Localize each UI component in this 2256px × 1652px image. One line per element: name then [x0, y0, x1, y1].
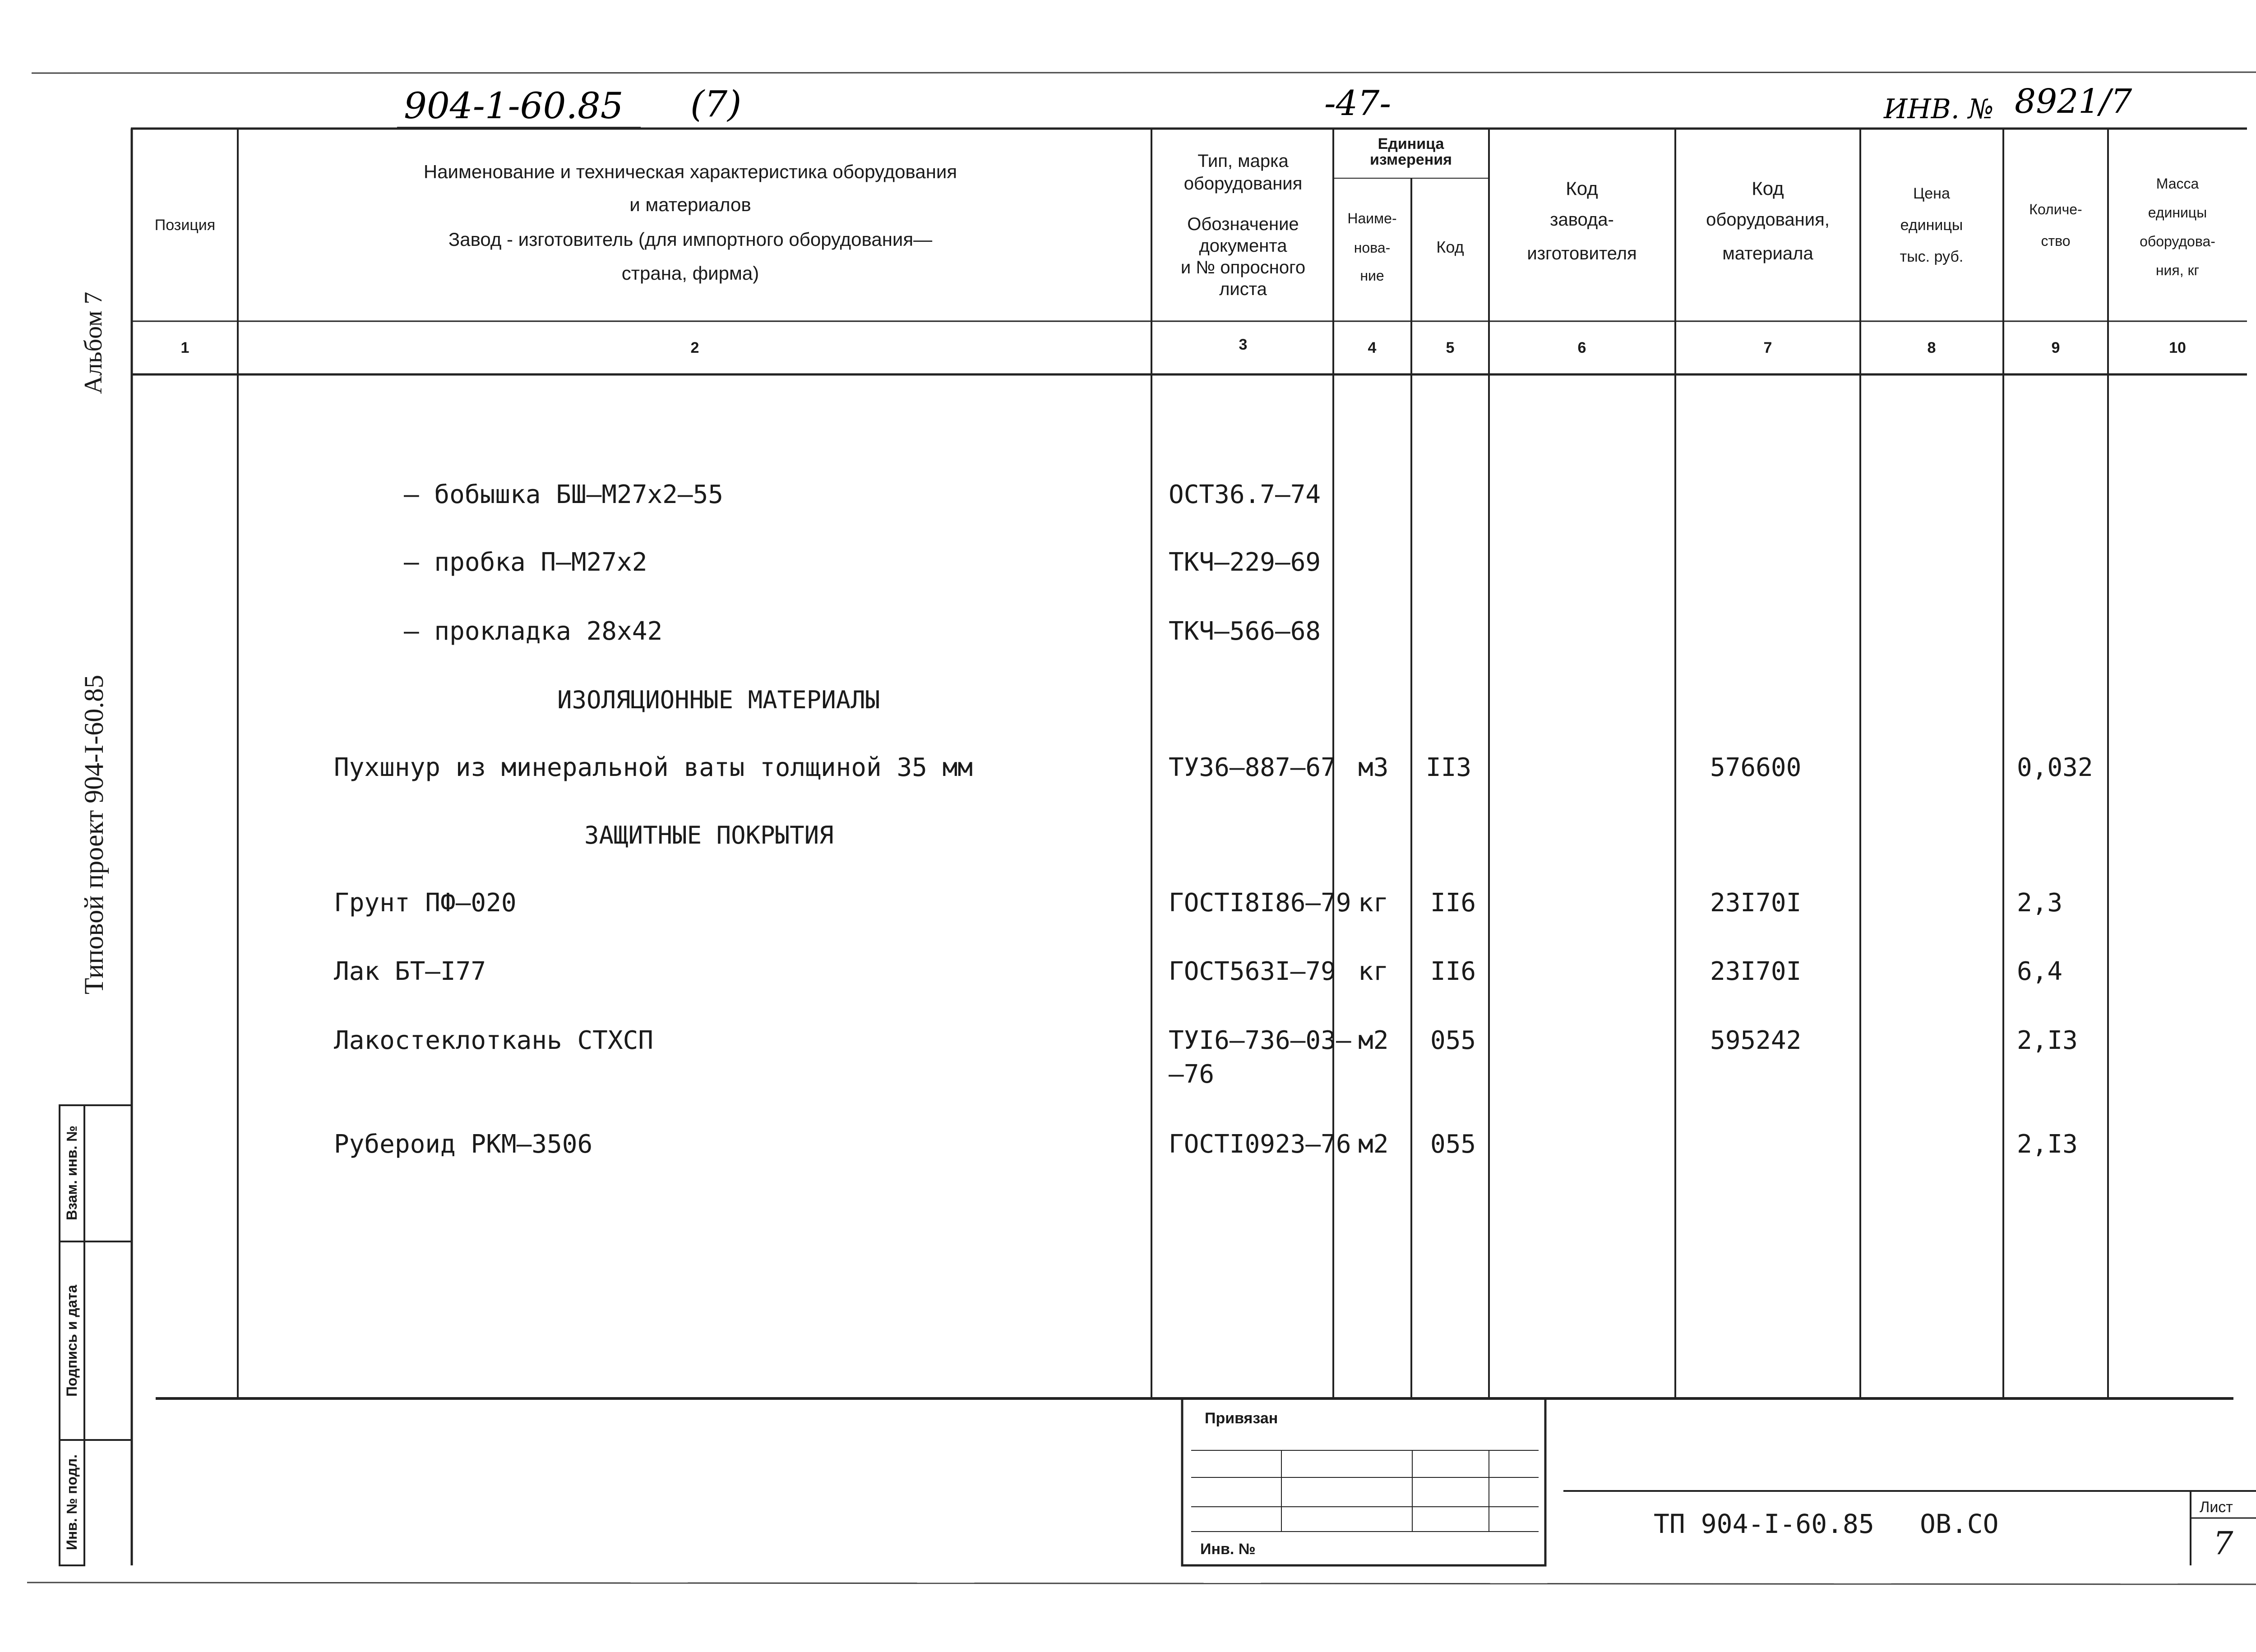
header-col-2-line3: Завод - изготовитель (для импортного оборудования—	[448, 229, 933, 250]
top-annotations	[397, 82, 2132, 127]
column-number-3: 3	[1239, 336, 1248, 353]
row-3-doc: ТКЧ–566–68	[1169, 617, 1321, 646]
left-margin	[79, 292, 109, 995]
row-7-qty: 2,3	[2017, 888, 2063, 918]
row-10-doc: ГОСТI0923–76	[1169, 1130, 1351, 1159]
document-designation: ТП 904-I-60.85	[1654, 1509, 1874, 1539]
section-heading-coatings: ЗАЩИТНЫЕ ПОКРЫТИЯ	[584, 821, 834, 849]
table-row	[404, 548, 1321, 577]
header-col-1: Позиция	[154, 217, 216, 234]
header-col-5: Код	[1436, 238, 1464, 256]
row-3-name: – прокладка 28х42	[404, 617, 663, 646]
row-10-qty: 2,I3	[2017, 1130, 2078, 1159]
row-7-doc: ГОСТI8I86–79	[1169, 888, 1351, 918]
title-block-text	[1200, 1410, 2233, 1562]
table-row	[334, 753, 2093, 782]
sheet-label: Лист	[2200, 1499, 2233, 1516]
header-col-10-line2: единицы	[2148, 204, 2207, 221]
header-col-10-line4: ния, кг	[2155, 262, 2200, 278]
table-row	[404, 617, 1321, 646]
header-col-6-line3: изготовителя	[1527, 244, 1637, 263]
header-col-10-line1: Масса	[2156, 175, 2199, 192]
sheet-number: 7	[2213, 1525, 2233, 1562]
stamp-label-replace-inv: Взам. инв. №	[64, 1126, 80, 1220]
header-unit-group-line1: Единица	[1378, 135, 1444, 152]
column-number-8: 8	[1927, 339, 1936, 356]
drawing-number: 904-1-60.85	[404, 85, 624, 127]
header-col-3-line3: Обозначение	[1187, 214, 1299, 234]
row-9-doc: ТУI6–736–03–	[1169, 1026, 1351, 1055]
row-5-doc: ТУ36–887–67	[1169, 753, 1336, 782]
row-2-doc: ТКЧ–229–69	[1169, 548, 1321, 577]
row-9-name: Лакостеклоткань СТХСП	[334, 1026, 654, 1055]
header-col-6-line1: Код	[1566, 178, 1598, 199]
column-number-9: 9	[2051, 339, 2060, 356]
header-col-4-line3: ние	[1360, 268, 1384, 284]
header-col-3-line5: и № опросного	[1180, 258, 1306, 277]
row-8-qty: 6,4	[2017, 957, 2063, 986]
document-code: ОВ.СО	[1920, 1509, 1999, 1539]
header-col-3-line6: листа	[1219, 279, 1267, 299]
page-number: -47-	[1324, 83, 1392, 123]
stamp-label-signature-date: Подпись и дата	[64, 1285, 80, 1397]
header-col-2-line1: Наименование и техническая характеристика оборудования	[423, 161, 957, 182]
column-number-6: 6	[1577, 339, 1586, 356]
column-number-5: 5	[1446, 339, 1455, 356]
header-col-3-line4: документа	[1199, 236, 1287, 256]
project-label: Типовой проект 904-I-60.85	[79, 674, 109, 995]
row-5-mat: 576600	[1710, 753, 1802, 782]
header-col-9-line1: Количе-	[2029, 201, 2082, 217]
inventory-number: 8921/7	[2015, 82, 2132, 121]
header-col-7-line2: оборудования,	[1706, 210, 1830, 230]
row-10-unit: м2	[1358, 1130, 1389, 1159]
header-unit-group-line2: измерения	[1370, 151, 1452, 168]
header-col-6-line2: завода-	[1550, 210, 1614, 230]
left-stamp-labels	[64, 1126, 80, 1550]
column-numbers-row	[181, 336, 2186, 356]
row-7-mat: 23I70I	[1710, 888, 1802, 918]
header-col-4-line1: Наиме-	[1347, 210, 1397, 226]
header-col-8-line2: единицы	[1900, 217, 1963, 234]
row-9-mat: 595242	[1710, 1026, 1802, 1055]
album-number: (7)	[690, 83, 742, 125]
row-2-name: – пробка П–М27х2	[404, 548, 647, 577]
album-label: Альбом 7	[79, 291, 107, 394]
row-8-unit: кг	[1358, 957, 1389, 986]
column-number-2: 2	[690, 339, 699, 356]
row-1-doc: ОСТ36.7–74	[1169, 480, 1321, 509]
table-header	[155, 135, 2215, 299]
row-10-code: 055	[1430, 1130, 1476, 1159]
header-col-7-line3: материала	[1722, 244, 1813, 263]
inventory-label: ИНВ. №	[1884, 93, 1994, 125]
column-number-7: 7	[1763, 339, 1772, 356]
column-number-4: 4	[1368, 339, 1377, 356]
table-row	[334, 888, 2062, 918]
row-8-doc: ГОСТ563I–79	[1169, 957, 1336, 986]
row-5-code: II3	[1426, 753, 1472, 782]
inventory-no-label: Инв. №	[1200, 1541, 1256, 1558]
title-block	[1182, 1398, 2256, 1565]
header-col-4-line2: нова-	[1354, 240, 1391, 256]
row-8-name: Лак БТ–I77	[334, 957, 486, 986]
section-heading-insulation: ИЗОЛЯЦИОННЫЕ МАТЕРИАЛЫ	[557, 686, 880, 714]
row-5-name: Пухшнур из минеральной ваты толщиной 35 мм	[334, 753, 973, 782]
header-col-8-line1: Цена	[1913, 185, 1950, 202]
row-5-qty: 0,032	[2017, 753, 2093, 782]
bound-label: Привязан	[1205, 1410, 1278, 1427]
row-9-code: 055	[1430, 1026, 1476, 1055]
row-7-name: Грунт ПФ–020	[334, 888, 517, 918]
table-row	[334, 1026, 2078, 1089]
header-col-8-line3: тыс. руб.	[1900, 248, 1964, 265]
header-col-2-line2: и материалов	[629, 194, 751, 215]
header-col-9-line2: ство	[2041, 233, 2071, 249]
row-1-name: – бобышка БШ–М27х2–55	[404, 480, 724, 509]
row-5-unit: м3	[1358, 753, 1389, 782]
row-8-mat: 23I70I	[1710, 957, 1802, 986]
row-9-unit: м2	[1358, 1026, 1389, 1055]
row-10-name: Рубероид РКМ–3506	[334, 1130, 593, 1159]
scan-edge-top	[32, 72, 2256, 73]
header-col-10-line3: оборудова-	[2140, 233, 2215, 249]
row-8-code: II6	[1430, 957, 1476, 986]
scan-edge-bottom	[27, 1583, 2256, 1584]
table-row	[404, 480, 1321, 509]
header-col-7-line1: Код	[1752, 178, 1784, 199]
row-7-unit: кг	[1358, 888, 1389, 918]
header-col-3-line1: Тип, марка	[1197, 151, 1289, 171]
header-col-3-line2: оборудования	[1183, 174, 1303, 194]
table-row	[334, 1130, 2078, 1159]
row-9-doc-2: –76	[1169, 1060, 1215, 1089]
table-row	[334, 957, 2062, 986]
header-col-2-line4: страна, фирма)	[621, 263, 759, 284]
row-9-qty: 2,I3	[2017, 1026, 2078, 1055]
table-body	[334, 480, 2093, 1159]
stamp-label-original-inv: Инв. № подл.	[64, 1454, 80, 1550]
column-number-10: 10	[2169, 339, 2186, 356]
column-number-1: 1	[180, 339, 190, 356]
row-7-code: II6	[1430, 888, 1476, 918]
